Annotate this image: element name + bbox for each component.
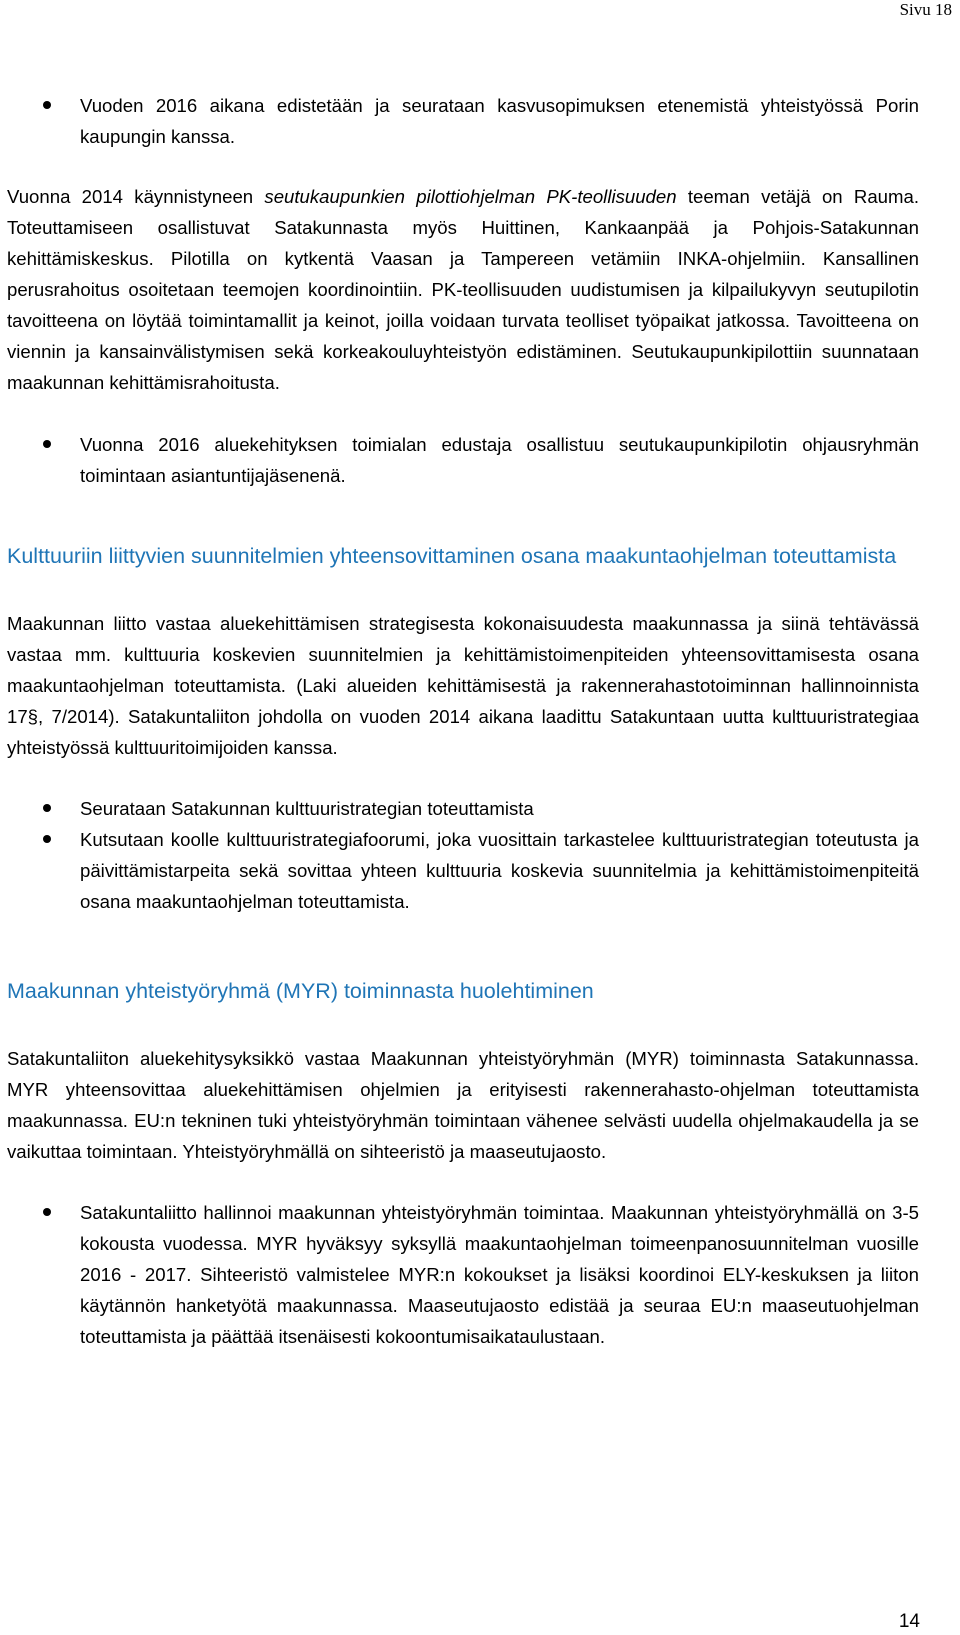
page-number: 14: [898, 1611, 920, 1632]
section-heading-culture: Kulttuuriin liittyvien suunnitelmien yhteensovittaminen osana maakuntaohjelman toteuttamista: [7, 544, 897, 568]
bullet-list-steering-group: [7, 429, 919, 491]
bullet-list-culture: [7, 793, 919, 917]
paragraph-text: Vuonna 2014 käynnistyneen: [7, 186, 265, 207]
list-item: Satakuntaliitto hallinnoi maakunnan yhteistyöryhmän toimintaa. Maakunnan yhteistyöryhmällä on 3-5 kokousta vuodessa. MYR hyväksyy syksyllä maakuntaohjelman toimeenpanosuunnitelman vuosille 2016 - 2017. Sihteeristö valmistelee MYR:n kokoukset ja lisäksi koordinoi ELY-keskuksen ja liiton käytännön hanketyötä maakunnassa. Maaseutujaosto edistää ja seuraa EU:n maaseutuohjelman toteuttamista ja päättää itsenäisesti kokoontumisaikataulustaan.: [7, 1197, 919, 1352]
bullet-list-myr: [7, 1197, 919, 1352]
list-item: Kutsutaan koolle kulttuuristrategiafoorumi, joka vuosittain tarkastelee kulttuuristrategian toteutusta ja päivittämistarpeita sekä sovittaa yhteen kulttuuria koskevia suunnitelmia ja kehittämistoimenpiteitä osana maakuntaohjelman toteuttamista.: [7, 824, 919, 917]
paragraph-italic-text: seutukaupunkien pilottiohjelman PK-teollisuuden: [264, 186, 677, 207]
section-heading-myr: Maakunnan yhteistyöryhmä (MYR) toiminnasta huolehtiminen: [7, 979, 594, 1003]
bullet-list-growth-agreement: [7, 90, 919, 152]
paragraph-pilot-program: [7, 181, 919, 398]
list-item: Seurataan Satakunnan kulttuuristrategian toteuttamista: [7, 793, 919, 824]
paragraph-culture-strategy: Maakunnan liitto vastaa aluekehittämisen strategisesta kokonaisuudesta maakunnassa ja siinä tehtävässä vastaa mm. kulttuuria koskevien suunnitelmien ja kehittämistoimenpiteiden yhteensovittamisesta osana maakuntaohjelman toteuttamista. (Laki alueiden kehittämisestä ja rakennerahastotoiminnan hallinnoinnista 17§, 7/2014). Satakuntaliiton johdolla on vuoden 2014 aikana laadittu Satakuntaan uutta kulttuuristrategiaa yhteistyössä kulttuuritoimijoiden kanssa.: [7, 613, 919, 758]
paragraph-myr: Satakuntaliiton aluekehitysyksikkö vastaa Maakunnan yhteistyöryhmän (MYR) toiminnasta Satakunnassa. MYR yhteensovittaa aluekehittämisen ohjelmien ja erityisesti rakennerahasto-ohjelman toteuttamista maakunnassa. EU:n tekninen tuki yhteistyöryhmän toimintaan vähenee selvästi uudella ohjelmakaudella ja se vaikuttaa toimintaan. Yhteistyöryhmällä on sihteeristö ja maaseutujaosto.: [7, 1048, 919, 1162]
list-item: Vuonna 2016 aluekehityksen toimialan edustaja osallistuu seutukaupunkipilotin ohjausryhmän toimintaan asiantuntijajäsenenä.: [7, 429, 919, 491]
list-item: Vuoden 2016 aikana edistetään ja seurataan kasvusopimuksen etenemistä yhteistyössä Porin kaupungin kanssa.: [7, 90, 919, 152]
document-body: [7, 90, 919, 1352]
paragraph-text: teeman vetäjä on Rauma. Toteuttamiseen osallistuvat Satakunnasta myös Huittinen, Kankaanpää ja Pohjois-Satakunnan kehittämiskeskus. Pilotilla on kytkentä Vaasan ja Tampereen vetämiin INKA-ohjelmiin. Kansallinen perusrahoitus osoitetaan teemojen koordinointiin. PK-teollisuuden uudistumisen ja kilpailukyvyn seutupilotin tavoitteena on löytää toimintamallit ja keinot, joilla voidaan turvata teolliset työpaikat jatkossa. Tavoitteena on viennin ja kansainvälistymisen sekä korkeakouluyhteistyön edistäminen. Seutukaupunkipilottiin suunnataan maakunnan kehittämisrahoitusta.: [7, 186, 919, 393]
page-header-label: Sivu 18: [899, 0, 952, 19]
